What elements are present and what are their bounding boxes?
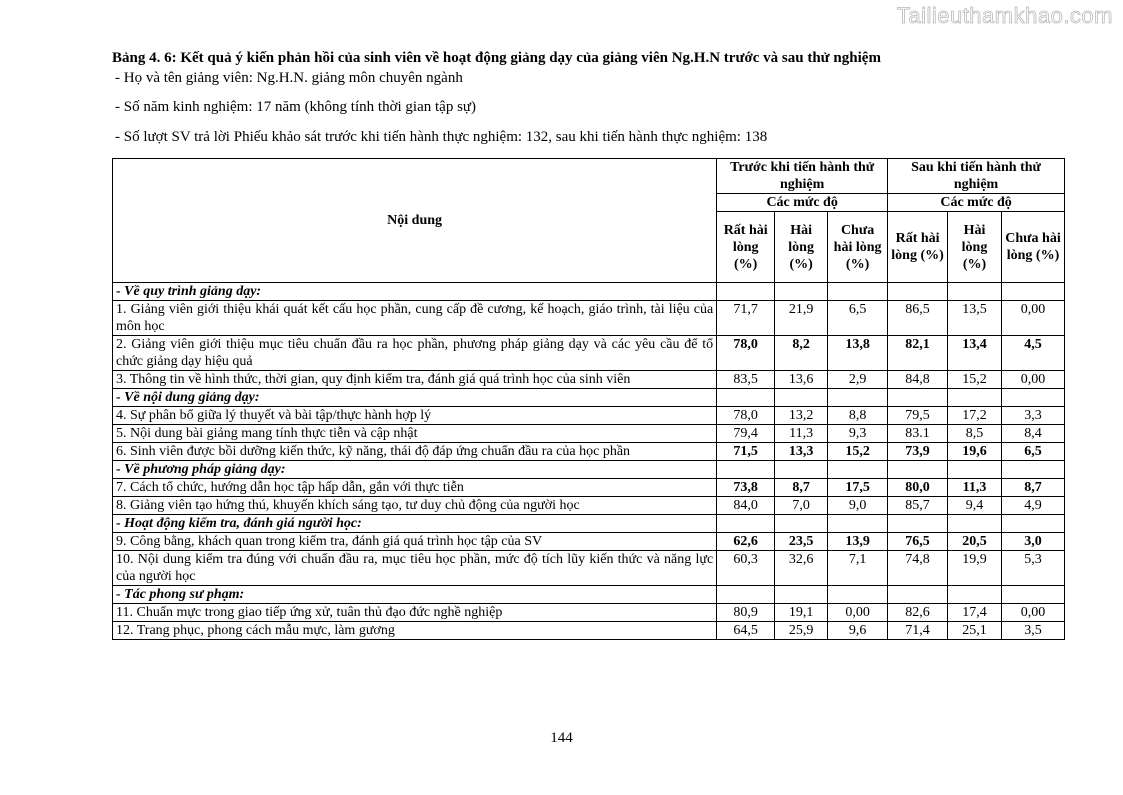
value-cell: 11,3 (775, 425, 828, 443)
value-cell: 6,5 (828, 301, 888, 336)
value-cell: 3,3 (1002, 407, 1065, 425)
table-row (113, 407, 1065, 425)
value-cell: 3,5 (1002, 622, 1065, 640)
table-row (113, 551, 1065, 586)
value-cell: 4,9 (1002, 497, 1065, 515)
value-cell: 13,8 (828, 336, 888, 371)
empty-cell (717, 461, 775, 479)
value-cell: 8,7 (1002, 479, 1065, 497)
value-cell: 5,3 (1002, 551, 1065, 586)
empty-cell (948, 389, 1002, 407)
empty-cell (828, 461, 888, 479)
header-before: Trước khi tiến hành thử nghiệm (717, 159, 888, 194)
empty-cell (948, 283, 1002, 301)
table-row (113, 497, 1065, 515)
table-header (113, 159, 1065, 283)
empty-cell (948, 461, 1002, 479)
row-label: 10. Nội dung kiểm tra đúng với chuẩn đầu ra, mục tiêu học phần, mức độ tích lũy kiến thức và năng lực của người học (113, 551, 717, 586)
watermark: Tailieuthamkhao.com (896, 3, 1113, 28)
info-experience: - Số năm kinh nghiệm: 17 năm (không tính thời gian tập sự) (115, 99, 477, 115)
value-cell: 2,9 (828, 371, 888, 389)
value-cell: 71,7 (717, 301, 775, 336)
table-row (113, 371, 1065, 389)
row-label: 1. Giảng viên giới thiệu khái quát kết cấu học phần, cung cấp đề cương, kế hoạch, giáo trình, tài liệu của môn học (113, 301, 717, 336)
value-cell: 79,4 (717, 425, 775, 443)
value-cell: 85,7 (888, 497, 948, 515)
value-cell: 83,5 (717, 371, 775, 389)
value-cell: 71,4 (888, 622, 948, 640)
section-row (113, 461, 1065, 479)
value-cell: 15,2 (948, 371, 1002, 389)
empty-cell (775, 389, 828, 407)
table-row (113, 301, 1065, 336)
value-cell: 0,00 (828, 604, 888, 622)
row-label: 9. Công bằng, khách quan trong kiểm tra, đánh giá quá trình học tập của SV (113, 533, 717, 551)
value-cell: 17,5 (828, 479, 888, 497)
value-cell: 7,0 (775, 497, 828, 515)
value-cell: 13,3 (775, 443, 828, 461)
value-cell: 71,5 (717, 443, 775, 461)
row-label: 4. Sự phân bổ giữa lý thuyết và bài tập/thực hành hợp lý (113, 407, 717, 425)
section-row (113, 283, 1065, 301)
table-row (113, 604, 1065, 622)
section-label: - Hoạt động kiểm tra, đánh giá người học: (113, 515, 717, 533)
feedback-table (112, 158, 1065, 640)
value-cell: 78,0 (717, 336, 775, 371)
row-label: 7. Cách tổ chức, hướng dẫn học tập hấp dẫn, gắn với thực tiễn (113, 479, 717, 497)
value-cell: 86,5 (888, 301, 948, 336)
table-row (113, 533, 1065, 551)
value-cell: 19,6 (948, 443, 1002, 461)
info-lecturer: - Họ và tên giảng viên: Ng.H.N. giảng môn chuyên ngành (115, 70, 463, 86)
empty-cell (1002, 283, 1065, 301)
value-cell: 13,4 (948, 336, 1002, 371)
value-cell: 13,6 (775, 371, 828, 389)
value-cell: 9,6 (828, 622, 888, 640)
empty-cell (828, 515, 888, 533)
row-label: 2. Giảng viên giới thiệu mục tiêu chuẩn đầu ra học phần, phương pháp giảng dạy và các yêu cầu để tổ chức giảng dạy hiệu quả (113, 336, 717, 371)
section-label: - Về phương pháp giảng dạy: (113, 461, 717, 479)
value-cell: 73,8 (717, 479, 775, 497)
empty-cell (717, 515, 775, 533)
value-cell: 82,6 (888, 604, 948, 622)
empty-cell (1002, 586, 1065, 604)
value-cell: 82,1 (888, 336, 948, 371)
table-row (113, 443, 1065, 461)
value-cell: 0,00 (1002, 371, 1065, 389)
value-cell: 17,2 (948, 407, 1002, 425)
empty-cell (888, 515, 948, 533)
value-cell: 4,5 (1002, 336, 1065, 371)
value-cell: 8,8 (828, 407, 888, 425)
value-cell: 13,9 (828, 533, 888, 551)
section-row (113, 515, 1065, 533)
value-cell: 21,9 (775, 301, 828, 336)
value-cell: 83.1 (888, 425, 948, 443)
empty-cell (888, 586, 948, 604)
section-label: - Tác phong sư phạm: (113, 586, 717, 604)
value-cell: 8,7 (775, 479, 828, 497)
empty-cell (888, 283, 948, 301)
section-label: - Về nội dung giảng dạy: (113, 389, 717, 407)
header-levels-before: Các mức độ (717, 194, 888, 212)
value-cell: 73,9 (888, 443, 948, 461)
value-cell: 8,4 (1002, 425, 1065, 443)
empty-cell (828, 586, 888, 604)
row-label: 8. Giảng viên tạo hứng thú, khuyến khích sáng tạo, tư duy chủ động của người học (113, 497, 717, 515)
header-after: Sau khi tiến hành thử nghiệm (888, 159, 1065, 194)
value-cell: 7,1 (828, 551, 888, 586)
value-cell: 64,5 (717, 622, 775, 640)
value-cell: 32,6 (775, 551, 828, 586)
value-cell: 25,1 (948, 622, 1002, 640)
empty-cell (717, 283, 775, 301)
value-cell: 8,5 (948, 425, 1002, 443)
page-number: 144 (550, 730, 573, 746)
value-cell: 19,1 (775, 604, 828, 622)
value-cell: 9,3 (828, 425, 888, 443)
value-cell: 23,5 (775, 533, 828, 551)
header-col-unsatisfied-before: Chưa hài lòng (%) (828, 212, 888, 283)
value-cell: 11,3 (948, 479, 1002, 497)
value-cell: 60,3 (717, 551, 775, 586)
value-cell: 76,5 (888, 533, 948, 551)
value-cell: 20,5 (948, 533, 1002, 551)
header-col-satisfied-before: Hài lòng (%) (775, 212, 828, 283)
empty-cell (717, 389, 775, 407)
value-cell: 79,5 (888, 407, 948, 425)
empty-cell (1002, 461, 1065, 479)
section-row (113, 389, 1065, 407)
value-cell: 74,8 (888, 551, 948, 586)
empty-cell (775, 283, 828, 301)
empty-cell (828, 283, 888, 301)
value-cell: 0,00 (1002, 301, 1065, 336)
value-cell: 13,5 (948, 301, 1002, 336)
value-cell: 9,4 (948, 497, 1002, 515)
table-body (113, 283, 1065, 640)
empty-cell (828, 389, 888, 407)
value-cell: 78,0 (717, 407, 775, 425)
header-col-very-satisfied-before: Rất hài lòng (%) (717, 212, 775, 283)
value-cell: 13,2 (775, 407, 828, 425)
value-cell: 15,2 (828, 443, 888, 461)
header-col-unsatisfied-after: Chưa hài lòng (%) (1002, 212, 1065, 283)
value-cell: 6,5 (1002, 443, 1065, 461)
value-cell: 25,9 (775, 622, 828, 640)
empty-cell (1002, 389, 1065, 407)
section-row (113, 586, 1065, 604)
value-cell: 80,9 (717, 604, 775, 622)
table-row (113, 425, 1065, 443)
info-responses: - Số lượt SV trả lời Phiếu khảo sát trước khi tiến hành thực nghiệm: 132, sau khi tiến hành thực nghiệm: 138 (115, 129, 768, 145)
header-col-satisfied-after: Hài lòng (%) (948, 212, 1002, 283)
row-label: 3. Thông tin về hình thức, thời gian, quy định kiểm tra, đánh giá quá trình học của sinh viên (113, 371, 717, 389)
header-content: Nội dung (113, 159, 717, 283)
empty-cell (948, 515, 1002, 533)
value-cell: 84,8 (888, 371, 948, 389)
table-row (113, 479, 1065, 497)
empty-cell (948, 586, 1002, 604)
table-row (113, 622, 1065, 640)
header-levels-after: Các mức độ (888, 194, 1065, 212)
value-cell: 19,9 (948, 551, 1002, 586)
section-label: - Về quy trình giảng dạy: (113, 283, 717, 301)
empty-cell (888, 461, 948, 479)
value-cell: 80,0 (888, 479, 948, 497)
table-title: Bảng 4. 6: Kết quả ý kiến phản hồi của sinh viên về hoạt động giảng dạy của giảng viên Ng.H.N trước và sau thử nghiệm (112, 50, 881, 66)
table-row (113, 336, 1065, 371)
value-cell: 8,2 (775, 336, 828, 371)
value-cell: 84,0 (717, 497, 775, 515)
value-cell: 17,4 (948, 604, 1002, 622)
empty-cell (888, 389, 948, 407)
value-cell: 9,0 (828, 497, 888, 515)
empty-cell (775, 586, 828, 604)
row-label: 11. Chuẩn mực trong giao tiếp ứng xử, tuân thủ đạo đức nghề nghiệp (113, 604, 717, 622)
empty-cell (1002, 515, 1065, 533)
empty-cell (775, 515, 828, 533)
value-cell: 62,6 (717, 533, 775, 551)
value-cell: 3,0 (1002, 533, 1065, 551)
row-label: 5. Nội dung bài giảng mang tính thực tiễn và cập nhật (113, 425, 717, 443)
empty-cell (717, 586, 775, 604)
header-col-very-satisfied-after: Rất hài lòng (%) (888, 212, 948, 283)
value-cell: 0,00 (1002, 604, 1065, 622)
empty-cell (775, 461, 828, 479)
row-label: 12. Trang phục, phong cách mẫu mực, làm gương (113, 622, 717, 640)
row-label: 6. Sinh viên được bồi dưỡng kiến thức, kỹ năng, thái độ đáp ứng chuẩn đầu ra của học phần (113, 443, 717, 461)
